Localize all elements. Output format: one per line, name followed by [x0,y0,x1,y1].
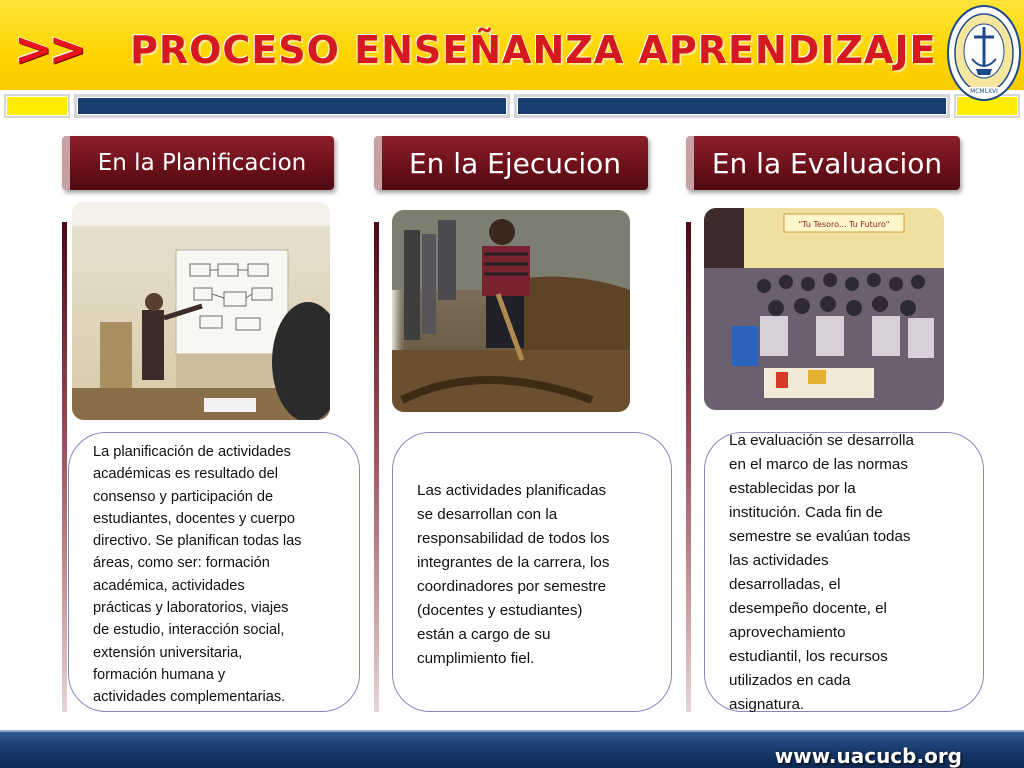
page-title: PROCESO ENSEÑANZA APRENDIZAJE [130,28,937,72]
arrows-icon: >> [14,22,84,76]
planificacion-description: La planificación de actividades académicas es resultado del consenso y participación de estudiantes, docentes y cuerpo directivo. Se planifican todas las áreas, como ser: formación académica, actividades prácticas y laboratorios, viajes de estudio, interacción social, extensión universitaria, formación humana y actividades complementarias. [93,444,302,706]
section-title: En la Planificacion [97,150,307,176]
navy-bar-left [74,94,510,118]
field-work-photo [392,210,630,412]
banner-text: "Tu Tesoro... Tu Futuro" [798,220,890,229]
section-title: En la Ejecucion [408,146,622,180]
section-header-evaluacion [686,136,960,190]
section-title: En la Evaluacion [711,146,943,180]
university-seal-icon [946,3,1022,103]
evaluacion-description: La evaluación se desarrolla en el marco de las normas establecidas por la institución. Cada fin de semestre se evalúan todas las actividades desarrolladas, el desempeño docente, el aprovechamiento estudiantil, los recursos utilizados en cada asignatura. [729,432,914,713]
website-link[interactable]: www.uacucb.org [774,744,962,768]
navy-bar-right [514,94,950,118]
classroom-presentation-photo [72,202,330,420]
column-divider-2 [374,222,379,712]
ejecucion-text-box [392,432,672,712]
yellow-accent-bar-left [4,94,70,118]
auditorium-audience-photo [704,208,944,410]
section-header-planificacion [62,136,334,190]
planificacion-text-box [68,432,360,712]
seal-year: MCMLXVI [970,88,998,95]
evaluacion-text-box [704,432,984,712]
column-divider-1 [62,222,67,712]
column-divider-3 [686,222,691,712]
ejecucion-description: Las actividades planificadas se desarrollan con la responsabilidad de todos los integrantes de la carrera, los coordinadores por semestre (docentes y estudiantes) están a cargo de su cumplimiento fiel. [417,482,610,667]
section-header-ejecucion [374,136,648,190]
